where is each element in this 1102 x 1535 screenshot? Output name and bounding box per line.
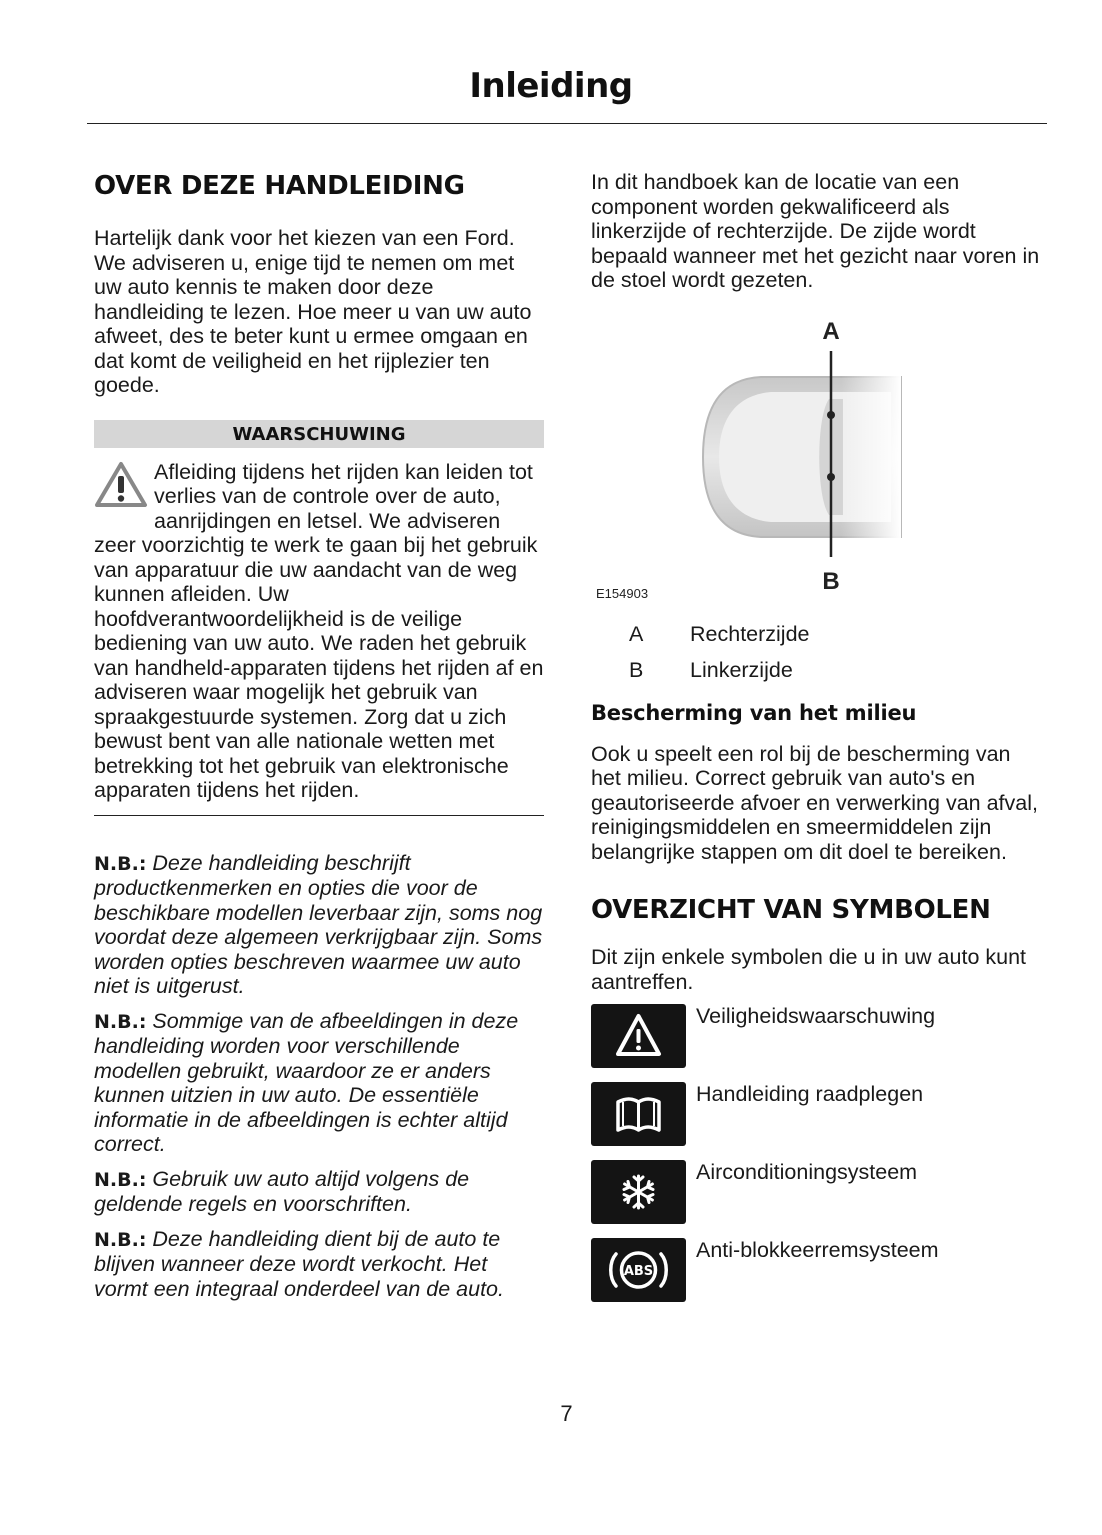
note-item [94, 1227, 544, 1302]
left-column [94, 170, 544, 1301]
page-title: Inleiding [469, 66, 633, 106]
abs-icon [591, 1238, 686, 1302]
warning-text: Afleiding tijdens het rijden kan leiden tot verlies van de controle over de auto, aanrijdingen en letsel. We adviseren zeer voorzichtig te werk te gaan bij het gebruik van apparatuur die uw aandacht van de weg kunnen afleiden. Uw hoofdverantwoordelijkheid is de veilige bediening van uw auto. We raden het gebruik van handheld-apparaten tijdens het rijden af en adviseren waar mogelijk het gebruik van spraakgestuurde systemen. Zorg dat u zich bewust bent van alle nationale wetten met betrekking tot het gebruik van elektronische apparaten tijdens het rijden. [94, 459, 544, 802]
symbol-label: Handleiding raadplegen [696, 1082, 924, 1106]
figure-legend [591, 622, 1041, 694]
symbols-intro: Dit zijn enkele symbolen die u in uw auto kunt aantreffen. [591, 945, 1027, 994]
header-divider [87, 123, 1047, 124]
note-label: N.B.: [94, 1010, 147, 1033]
section-heading-about: OVER DEZE HANDLEIDING [94, 171, 465, 201]
symbols-list [591, 1004, 1041, 1316]
note-text: Gebruik uw auto altijd volgens de geldende regels en voorschriften. [94, 1166, 470, 1216]
symbol-item [591, 1004, 1041, 1082]
note-text: Deze handleiding dient bij de auto te blijven wanneer deze wordt verkocht. Het vormt een integraal onderdeel van de auto. [94, 1226, 504, 1301]
intro-paragraph: Hartelijk dank voor het kiezen van een Ford. We adviseren u, enige tijd te nemen om met uw auto kennis te maken door deze handleiding te lezen. Hoe meer u van uw auto afweet, des te beter kunt u ermee omgaan en dat komt de veiligheid en het rijplezier ten goede. [94, 226, 532, 397]
symbol-item [591, 1082, 1041, 1160]
note-text: Deze handleiding beschrijft productkenmerken en opties die voor de beschikbare modellen leverbaar zijn, soms nog voordat deze algemeen verkrijgbaar zijn. Soms worden opties beschreven waarmee uw auto niet is uitgerust. [94, 850, 543, 998]
legend-key: A [629, 621, 644, 646]
warning-triangle-icon [591, 1004, 686, 1068]
figure-label-a: A [822, 317, 840, 345]
notes-list [94, 851, 544, 1302]
note-item [94, 851, 544, 999]
side-intro-paragraph: In dit handboek kan de locatie van een component worden gekwalificeerd als linkerzijde of rechterzijde. De zijde wordt bepaald wanneer met het gezicht naar voren in de stoel wordt gezeten. [591, 170, 1040, 292]
legend-key: B [629, 657, 644, 682]
section-heading-environment: Bescherming van het milieu [591, 700, 917, 725]
page-number: 7 [560, 1401, 573, 1426]
note-label: N.B.: [94, 1168, 147, 1191]
legend-row [591, 658, 1041, 694]
note-item [94, 1167, 544, 1217]
symbol-item [591, 1160, 1041, 1238]
open-book-icon [591, 1082, 686, 1146]
legend-row [591, 622, 1041, 658]
symbol-label: Anti-blokkeerremsysteem [696, 1238, 939, 1262]
environment-paragraph: Ook u speelt een rol bij de bescherming van het milieu. Correct gebruik van auto's en geautoriseerde afvoer en verwerking van afval, reinigingsmiddelen en smeermiddelen zijn belangrijke stappen om dit doel te bereiken. [591, 741, 1038, 864]
note-label: N.B.: [94, 852, 147, 875]
warning-box [94, 460, 544, 803]
note-item [94, 1009, 544, 1157]
note-label: N.B.: [94, 1228, 147, 1251]
figure-code: E154903 [596, 585, 649, 601]
legend-value: Rechterzijde [690, 621, 810, 646]
snowflake-icon [591, 1160, 686, 1224]
symbol-label: Airconditioningsysteem [696, 1160, 918, 1184]
symbol-item [591, 1238, 1041, 1316]
warning-divider [94, 815, 544, 816]
symbol-label: Veiligheidswaarschuwing [696, 1004, 936, 1028]
right-column [591, 170, 1041, 1316]
legend-value: Linkerzijde [690, 657, 793, 682]
car-top-view-figure [591, 307, 1041, 617]
figure-label-b: B [822, 567, 840, 595]
car-top-view-illustration [591, 307, 1041, 617]
abs-icon-text: ABS [623, 1264, 654, 1279]
note-text: Sommige van de afbeeldingen in deze handleiding worden voor verschillende modellen gebruikt, waardoor ze er anders kunnen uitzien in uw auto. De essentiële informatie in de afbeeldingen is echter altijd correct. [94, 1008, 519, 1156]
warning-triangle-icon [94, 460, 148, 510]
warning-header: WAARSCHUWING [94, 420, 544, 448]
section-heading-symbols: OVERZICHT VAN SYMBOLEN [591, 895, 991, 925]
